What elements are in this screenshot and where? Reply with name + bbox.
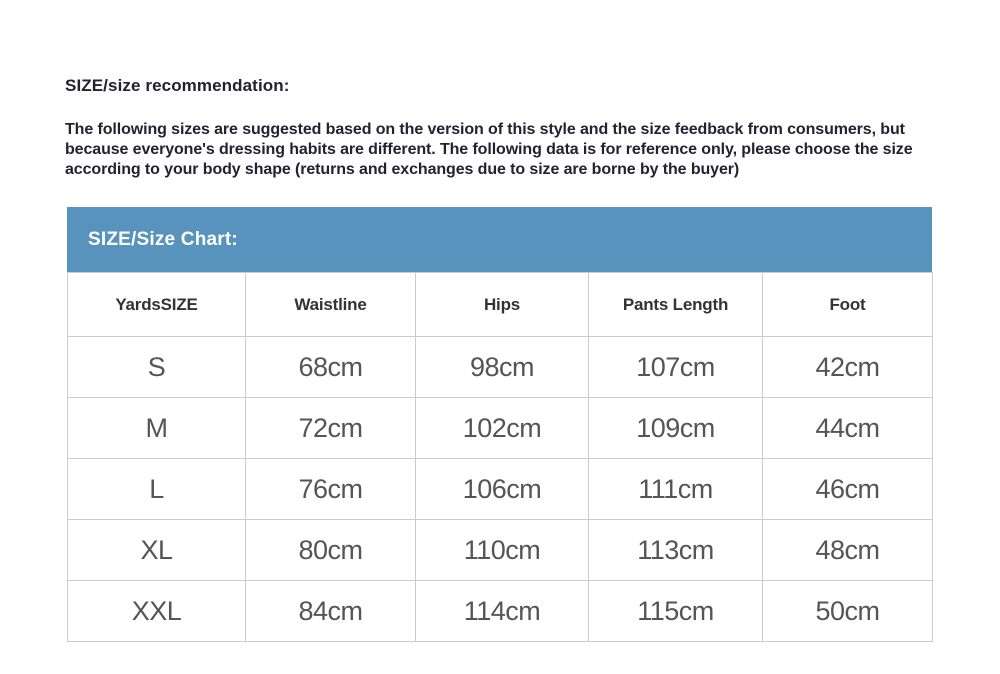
- column-header-size: YardsSIZE: [68, 273, 246, 337]
- size-chart-title: SIZE/Size Chart:: [67, 207, 932, 272]
- page-heading: SIZE/size recommendation:: [65, 76, 290, 95]
- table-cell: 111cm: [589, 459, 763, 520]
- table-cell: 98cm: [416, 337, 589, 398]
- table-cell: 80cm: [246, 520, 416, 581]
- column-header-waistline: Waistline: [246, 273, 416, 337]
- table-cell: 106cm: [416, 459, 589, 520]
- table-cell: 46cm: [763, 459, 933, 520]
- table-row: [68, 520, 933, 581]
- table-row: [68, 398, 933, 459]
- table-row: [68, 581, 933, 642]
- table-header-row: [68, 273, 933, 337]
- table-cell: 68cm: [246, 337, 416, 398]
- table-cell: 84cm: [246, 581, 416, 642]
- table-cell-size: L: [68, 459, 246, 520]
- table-cell: 110cm: [416, 520, 589, 581]
- table-cell: 50cm: [763, 581, 933, 642]
- table-cell: 109cm: [589, 398, 763, 459]
- size-chart-table: [67, 272, 933, 642]
- table-cell: 113cm: [589, 520, 763, 581]
- table-cell: 107cm: [589, 337, 763, 398]
- table-cell-size: S: [68, 337, 246, 398]
- table-cell: 42cm: [763, 337, 933, 398]
- table-cell: 115cm: [589, 581, 763, 642]
- table-cell: 48cm: [763, 520, 933, 581]
- column-header-hips: Hips: [416, 273, 589, 337]
- size-chart-section: [67, 207, 932, 642]
- table-cell-size: M: [68, 398, 246, 459]
- table-cell: 76cm: [246, 459, 416, 520]
- table-cell: 44cm: [763, 398, 933, 459]
- table-cell: 102cm: [416, 398, 589, 459]
- table-cell: 114cm: [416, 581, 589, 642]
- column-header-pants-length: Pants Length: [589, 273, 763, 337]
- table-cell-size: XXL: [68, 581, 246, 642]
- table-cell: 72cm: [246, 398, 416, 459]
- table-row: [68, 337, 933, 398]
- column-header-foot: Foot: [763, 273, 933, 337]
- table-row: [68, 459, 933, 520]
- table-cell-size: XL: [68, 520, 246, 581]
- intro-paragraph: The following sizes are suggested based on the version of this style and the size feedback from consumers, but because everyone's dressing habits are different. The following data is for reference only, please choose the size according to your body shape (returns and exchanges due to size are borne by the buyer): [65, 121, 913, 178]
